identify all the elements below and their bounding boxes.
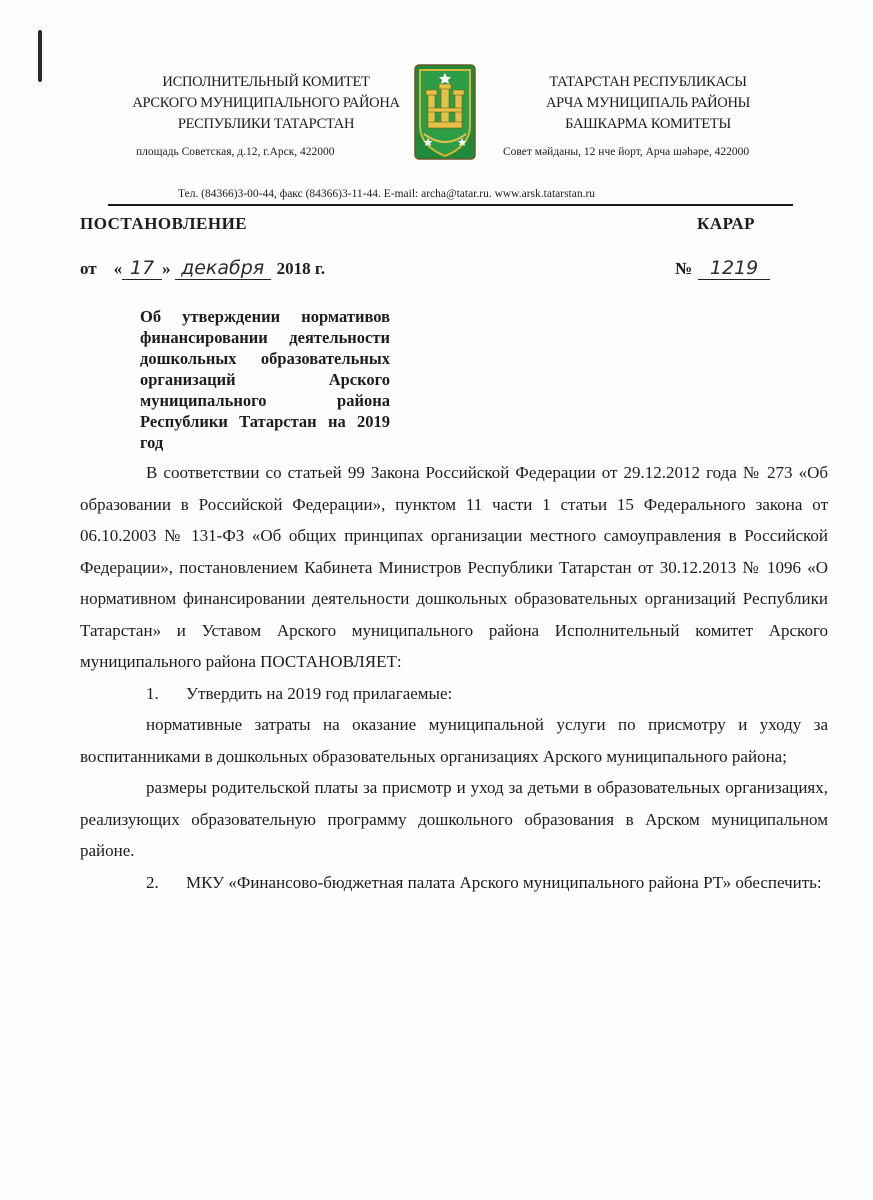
date-year: 2018 г. <box>276 259 325 278</box>
item-2 <box>80 867 828 899</box>
header-right-address: Совет мәйданы, 12 нче йорт, Арча шәһәре, 422000 <box>503 146 750 158</box>
header-left-address: площадь Советская, д.12, г.Арск, 422000 <box>136 146 335 158</box>
item-1-subitem-a: нормативные затраты на оказание муниципальной услуги по присмотру и уходу за воспитанниками в дошкольных образовательных организациях Арского муниципального района; <box>80 715 828 766</box>
header-right-line-1: ТАТАРСТАН РЕСПУБЛИКАСЫ <box>549 74 747 90</box>
document-type-ru: ПОСТАНОВЛЕНИЕ <box>80 214 248 233</box>
item-1-subitem-b: размеры родительской платы за присмотр и уход за детьми в образовательных организациях, реализующих образовательную программу дошкольного образования в Арском муниципальном районе. <box>80 778 828 860</box>
document-body <box>80 457 828 898</box>
header-left-line-3: РЕСПУБЛИКИ ТАТАРСТАН <box>177 116 355 132</box>
document-type-tt: КАРАР <box>697 214 755 233</box>
date-close-quote: » <box>162 259 171 278</box>
binder-punch-mark <box>38 30 42 82</box>
item-1 <box>80 678 828 710</box>
date-day-handwritten: 17 <box>122 257 162 280</box>
item-2-text: МКУ «Финансово-бюджетная палата Арского муниципального района РТ» обеспечить: <box>186 872 822 892</box>
date-open-quote: « <box>113 259 123 278</box>
header-right-line-3: БАШКАРМА КОМИТЕТЫ <box>565 116 731 132</box>
header-right-block <box>498 72 798 135</box>
document-title: Об утверждении нормативов финансировании деятельности дошкольных образовательных организаций Арского муниципального района Республики Татарстан на 2019 год <box>140 307 390 452</box>
header-right-line-2: АРЧА МУНИЦИПАЛЬ РАЙОНЫ <box>546 95 750 111</box>
item-2-number: 2. <box>146 872 159 892</box>
number-prefix: № <box>675 259 693 278</box>
document-date <box>80 257 325 280</box>
item-1-text: Утвердить на 2019 год прилагаемые: <box>186 683 453 703</box>
header-divider <box>108 204 793 206</box>
document-number <box>675 257 770 280</box>
coat-of-arms-icon <box>414 64 476 160</box>
header-contacts: Тел. (84366)3-00-44, факс (84366)3-11-44. E-mail: archa@tatar.ru. www.arsk.tatarstan.ru <box>178 188 596 200</box>
date-prefix: от <box>80 259 97 278</box>
preamble-paragraph: В соответствии со статьей 99 Закона Российской Федерации от 29.12.2012 года № 273 «Об образовании в Российской Федерации», пунктом 11 части 1 статьи 15 Федерального закона от 06.10.2003 № 131-ФЗ «Об общих принципах организации местного самоуправления в Российской Федерации», постановлением Кабинета Министров Республики Татарстан от 30.12.2013 № 1096 «О нормативном финансировании деятельности дошкольных образовательных организаций Республики Татарстан» и Уставом Арского муниципального района Исполнительный комитет Арского муниципального района ПОСТАНОВЛЯЕТ: <box>80 463 828 671</box>
header-left-line-2: АРСКОГО МУНИЦИПАЛЬНОГО РАЙОНА <box>132 95 400 111</box>
number-handwritten: 1219 <box>698 257 770 280</box>
date-month-handwritten: декабря <box>175 257 271 280</box>
item-1-number: 1. <box>146 683 159 703</box>
header-left-line-1: ИСПОЛНИТЕЛЬНЫЙ КОМИТЕТ <box>162 74 370 90</box>
header-left-block <box>116 72 416 135</box>
